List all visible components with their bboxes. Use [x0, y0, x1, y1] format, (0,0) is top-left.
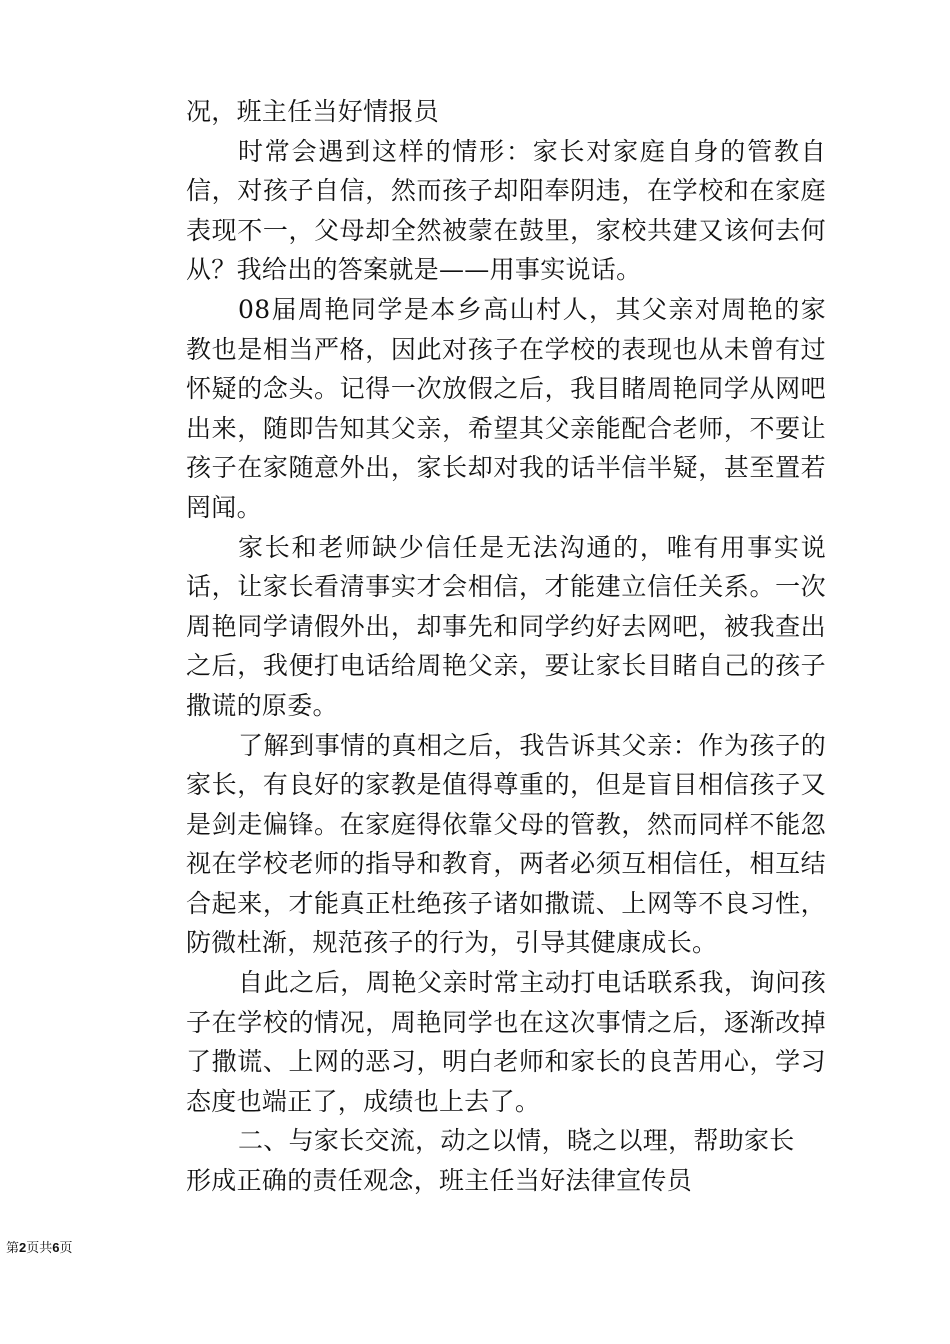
paragraph-trust: 家长和老师缺少信任是无法沟通的，唯有用事实说话，让家长看清事实才会相信，才能建立信任关系。一次周艳同学请假外出，却事先和同学约好去网吧，被我查出之后，我便打电话给周艳父亲，要让家长目睹自己的孩子撒谎的原委。	[186, 532, 826, 720]
footer-middle: 页共	[26, 1241, 53, 1256]
page-footer	[6, 1240, 73, 1257]
footer-prefix: 第	[6, 1241, 20, 1256]
footer-total-pages: 6	[52, 1240, 60, 1255]
footer-suffix: 页	[59, 1241, 73, 1256]
paragraph-advice: 了解到事情的真相之后，我告诉其父亲：作为孩子的家长，有良好的家教是值得尊重的，但是盲目相信孩子又是剑走偏锋。在家庭得依靠父母的管教，然而同样不能忽视在学校老师的指导和教育，两者必须互相信任，相互结合起来，才能真正杜绝孩子诸如撒谎、上网等不良习性，防微杜渐，规范孩子的行为，引导其健康成长。	[186, 730, 826, 958]
paragraph-case: 08届周艳同学是本乡高山村人，其父亲对周艳的家教也是相当严格，因此对孩子在学校的表现也从未曾有过怀疑的念头。记得一次放假之后，我目睹周艳同学从网吧出来，随即告知其父亲，希望其父亲能配合老师，不要让孩子在家随意外出，家长却对我的话半信半疑，甚至置若罔闻。	[186, 294, 826, 522]
section-heading: 二、与家长交流，动之以情，晓之以理，帮助家长形成正确的责任观念，班主任当好法律宣传员	[186, 1126, 795, 1196]
footer-page-number: 2	[19, 1240, 27, 1255]
document-body	[186, 92, 826, 1201]
paragraph-result: 自此之后，周艳父亲时常主动打电话联系我，询问孩子在学校的情况，周艳同学也在这次事情之后，逐渐改掉了撒谎、上网的恶习，明白老师和家长的良苦用心，学习态度也端正了，成绩也上去了。	[186, 968, 826, 1116]
paragraph-continuation: 况，班主任当好情报员	[186, 97, 440, 126]
paragraph-intro: 时常会遇到这样的情形：家长对家庭自身的管教自信，对孩子自信，然而孩子却阳奉阴违，在学校和在家庭表现不一，父母却全然被蒙在鼓里，家校共建又该何去何从？我给出的答案就是——用事实说话。	[186, 136, 826, 285]
